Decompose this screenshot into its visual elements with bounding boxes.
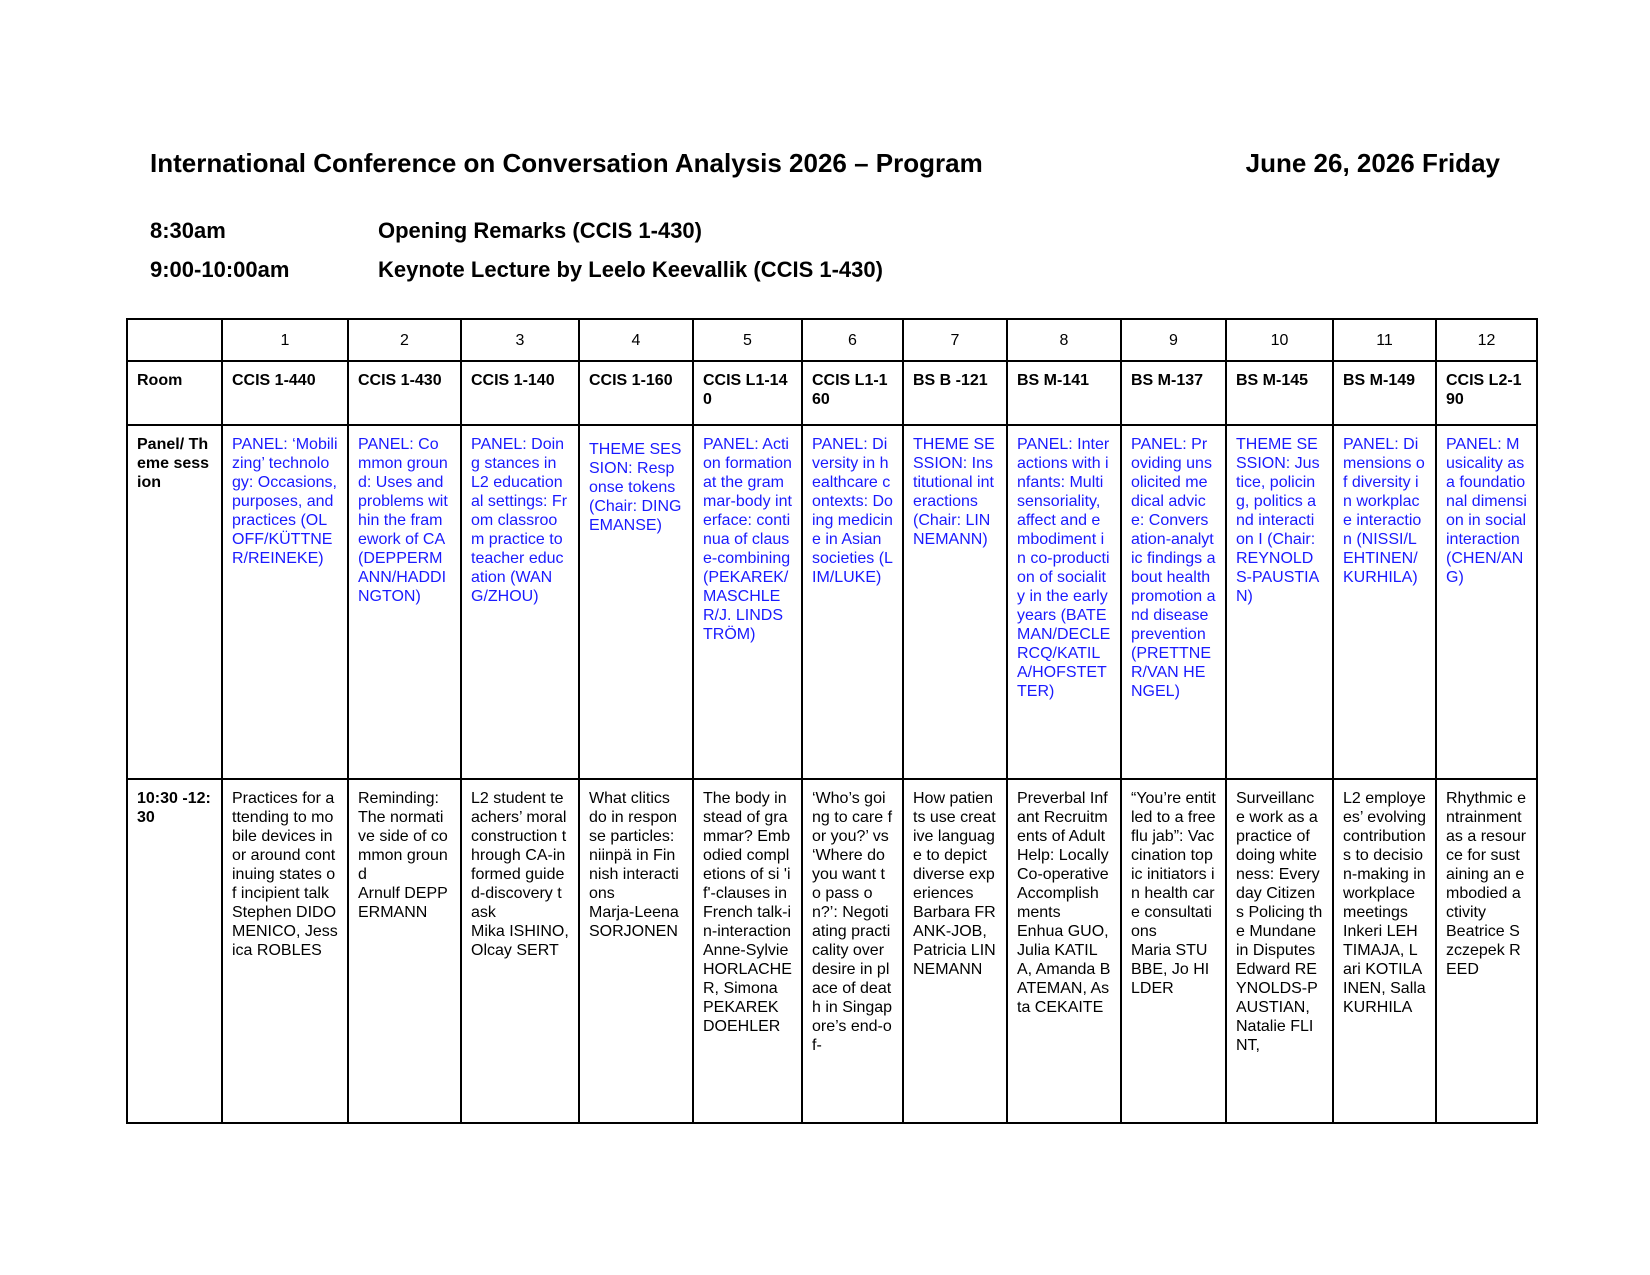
room-cell: CCIS 1-440 — [222, 361, 348, 425]
talk-authors: Barbara FRANK-JOB, Patricia LINNEMANN — [913, 904, 996, 978]
talk-cell — [461, 779, 579, 1123]
talk-authors: Edward REYNOLDS-PAUSTIAN, Natalie FLINT, — [1236, 961, 1318, 1054]
column-number: 11 — [1333, 319, 1436, 361]
talk-authors: Enhua GUO, Julia KATILA, Amanda BATEMAN, Asta CEKAITE — [1017, 923, 1111, 1016]
talk-title: Practices for attending to mobile devices in or around continuing states of incipient talk — [232, 790, 336, 902]
column-number: 7 — [903, 319, 1007, 361]
talk-cell — [1121, 779, 1226, 1123]
row-label-panel: Panel/ Theme session — [127, 425, 222, 779]
row-label-room: Room — [127, 361, 222, 425]
talk-cell — [1333, 779, 1436, 1123]
talk-title: Rhythmic entrainment as a resource for sustaining an embodied activity — [1446, 790, 1527, 921]
talk-row — [127, 779, 1537, 1123]
talk-title: Reminding: The normative side of common ground — [358, 790, 448, 883]
talk-authors: Anne-Sylvie HORLACHER, Simona PEKAREK DOEHLER — [703, 942, 792, 1035]
column-number: 1 — [222, 319, 348, 361]
talk-cell — [1226, 779, 1333, 1123]
column-number: 5 — [693, 319, 802, 361]
room-cell: CCIS L1-140 — [693, 361, 802, 425]
schedule-event: Opening Remarks (CCIS 1-430) — [378, 218, 702, 243]
talk-title: How patients use creative language to depict diverse experiences — [913, 790, 996, 902]
page-date: June 26, 2026 Friday — [1245, 148, 1500, 178]
talk-authors: Maria STUBBE, Jo HILDER — [1131, 942, 1210, 997]
talk-cell — [802, 779, 903, 1123]
panel-cell: PANEL: Doing stances in L2 educational settings: From classroom practice to teacher education (WANG/ZHOU) — [461, 425, 579, 779]
room-cell: BS B -121 — [903, 361, 1007, 425]
schedule-item — [150, 218, 702, 244]
column-number: 4 — [579, 319, 693, 361]
column-number: 8 — [1007, 319, 1121, 361]
talk-title: ‘Who’s going to care for you?’ vs ‘Where do you want to pass on?’: Negotiating practicality over desire in place of death in Singapore’s end-of- — [812, 790, 893, 1054]
panel-cell: PANEL: Providing unsolicited medical advice: Conversation-analytic findings about health promotion and disease prevention (PRETTNER/VAN HENGEL) — [1121, 425, 1226, 779]
schedule-item — [150, 257, 883, 283]
talk-authors: Beatrice Szczepek REED — [1446, 923, 1521, 978]
talk-title: What clitics do in response particles: niinpä in Finnish interactions — [589, 790, 679, 902]
panel-cell: THEME SESSION: Response tokens (Chair: DINGEMANSE) — [579, 425, 693, 779]
talk-title: “You’re entitled to a free flu jab”: Vaccination topic initiators in health care consultations — [1131, 790, 1216, 940]
talk-cell — [1007, 779, 1121, 1123]
room-row — [127, 361, 1537, 425]
column-number-row — [127, 319, 1537, 361]
room-cell: CCIS 1-160 — [579, 361, 693, 425]
panel-cell: THEME SESSION: Justice, policing, politics and interaction I (Chair: REYNOLDS-PAUSTIAN) — [1226, 425, 1333, 779]
talk-cell — [222, 779, 348, 1123]
schedule-time: 8:30am — [150, 218, 226, 243]
corner-cell — [127, 319, 222, 361]
schedule-time: 9:00-10:00am — [150, 257, 290, 282]
talk-title: Preverbal Infant Recruitments of Adult Help: Locally Co-operative Accomplishments — [1017, 790, 1109, 921]
room-cell: BS M-145 — [1226, 361, 1333, 425]
panel-cell: PANEL: Interactions with infants: Multisensoriality, affect and embodiment in co-production of sociality in the early years (BATEMAN/DECLERCQ/KATILA/HOFSTETTER) — [1007, 425, 1121, 779]
room-cell: BS M-149 — [1333, 361, 1436, 425]
column-number: 10 — [1226, 319, 1333, 361]
column-number: 6 — [802, 319, 903, 361]
room-cell: CCIS 1-140 — [461, 361, 579, 425]
talk-authors: Mika ISHINO, Olcay SERT — [471, 923, 569, 959]
panel-cell: THEME SESSION: Institutional interactions (Chair: LINNEMANN) — [903, 425, 1007, 779]
panel-cell: PANEL: Dimensions of diversity in workplace interaction (NISSI/LEHTINEN/KURHILA) — [1333, 425, 1436, 779]
talk-authors: Inkeri LEHTIMAJA, Lari KOTILAINEN, Salla KURHILA — [1343, 923, 1426, 1016]
talk-authors: Marja-Leena SORJONEN — [589, 904, 679, 940]
talk-cell — [1436, 779, 1537, 1123]
panel-cell: PANEL: Diversity in healthcare contexts: Doing medicine in Asian societies (LIM/LUKE) — [802, 425, 903, 779]
room-cell: CCIS L2-190 — [1436, 361, 1537, 425]
room-cell: CCIS 1-430 — [348, 361, 461, 425]
talk-title: Surveillance work as a practice of doing whiteness: Everyday Citizens Policing the Mundane in Disputes — [1236, 790, 1323, 959]
column-number: 12 — [1436, 319, 1537, 361]
panel-row — [127, 425, 1537, 779]
panel-cell: PANEL: Common ground: Uses and problems within the framework of CA (DEPPERMANN/HADDINGTON) — [348, 425, 461, 779]
talk-cell — [579, 779, 693, 1123]
talk-title: L2 employees’ evolving contributions to decision-making in workplace meetings — [1343, 790, 1427, 921]
panel-cell: PANEL: ‘Mobilizing’ technology: Occasions, purposes, and practices (OLOFF/KÜTTNER/REINEKE) — [222, 425, 348, 779]
column-number: 9 — [1121, 319, 1226, 361]
talk-title: L2 student teachers’ moral construction through CA-informed guided-discovery task — [471, 790, 567, 921]
talk-cell — [903, 779, 1007, 1123]
panel-cell: PANEL: Action formation at the grammar-body interface: continua of clause-combining (PEKAREK/MASCHLER/J. LINDSTRÖM) — [693, 425, 802, 779]
talk-cell — [693, 779, 802, 1123]
room-cell: BS M-137 — [1121, 361, 1226, 425]
panel-cell: PANEL: Musicality as a foundational dimension in social interaction (CHEN/ANG) — [1436, 425, 1537, 779]
column-number: 3 — [461, 319, 579, 361]
room-cell: CCIS L1-160 — [802, 361, 903, 425]
column-number: 2 — [348, 319, 461, 361]
talk-title: The body instead of grammar? Embodied completions of si 'if'-clauses in French talk-in-interaction — [703, 790, 792, 940]
talk-authors: Arnulf DEPPERMANN — [358, 885, 448, 921]
program-table — [126, 318, 1538, 1124]
talk-authors: Stephen DIDOMENICO, Jessica ROBLES — [232, 904, 338, 959]
page-title: International Conference on Conversation Analysis 2026 – Program — [150, 148, 983, 178]
row-label-time: 10:30 -12:30 — [127, 779, 222, 1123]
talk-cell — [348, 779, 461, 1123]
schedule-event: Keynote Lecture by Leelo Keevallik (CCIS 1-430) — [378, 257, 883, 282]
room-cell: BS M-141 — [1007, 361, 1121, 425]
